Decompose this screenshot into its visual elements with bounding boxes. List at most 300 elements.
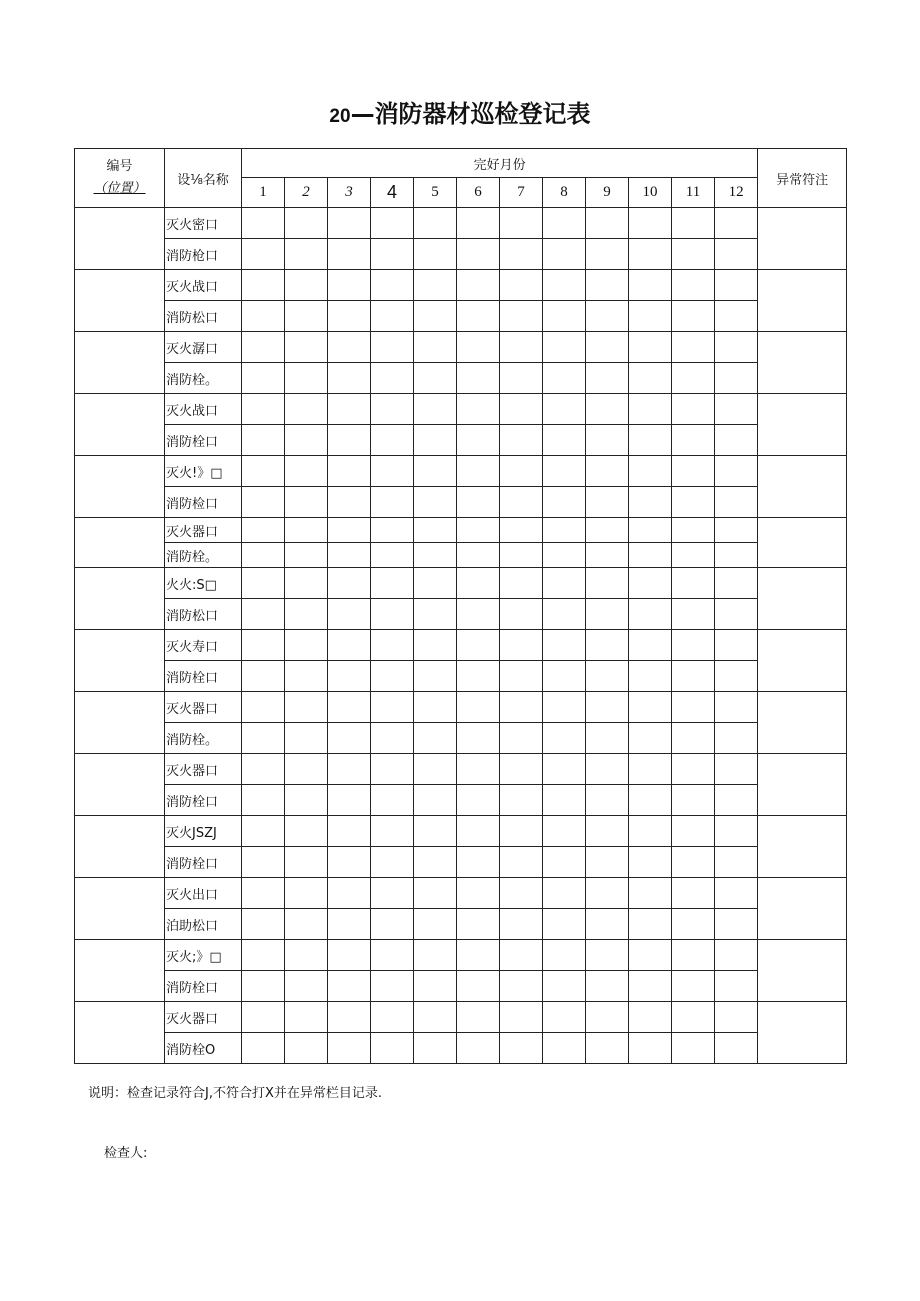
- id-position-cell[interactable]: [75, 816, 165, 878]
- month-check-cell-5[interactable]: [414, 754, 457, 785]
- month-check-cell-7[interactable]: [500, 301, 543, 332]
- month-check-cell-8[interactable]: [543, 971, 586, 1002]
- month-check-cell-8[interactable]: [543, 599, 586, 630]
- month-check-cell-11[interactable]: [672, 543, 715, 568]
- anomaly-note-cell[interactable]: [758, 940, 847, 1002]
- month-check-cell-11[interactable]: [672, 568, 715, 599]
- month-check-cell-7[interactable]: [500, 909, 543, 940]
- month-check-cell-5[interactable]: [414, 1002, 457, 1033]
- month-check-cell-4[interactable]: [371, 1033, 414, 1064]
- month-check-cell-4[interactable]: [371, 878, 414, 909]
- month-check-cell-2[interactable]: [285, 661, 328, 692]
- month-check-cell-12[interactable]: [715, 909, 758, 940]
- month-check-cell-1[interactable]: [242, 847, 285, 878]
- month-check-cell-8[interactable]: [543, 208, 586, 239]
- month-check-cell-8[interactable]: [543, 847, 586, 878]
- month-check-cell-2[interactable]: [285, 692, 328, 723]
- month-check-cell-6[interactable]: [457, 661, 500, 692]
- month-check-cell-8[interactable]: [543, 487, 586, 518]
- month-check-cell-8[interactable]: [543, 456, 586, 487]
- month-check-cell-9[interactable]: [586, 301, 629, 332]
- month-check-cell-1[interactable]: [242, 754, 285, 785]
- month-check-cell-3[interactable]: [328, 816, 371, 847]
- id-position-cell[interactable]: [75, 332, 165, 394]
- month-check-cell-9[interactable]: [586, 487, 629, 518]
- month-check-cell-3[interactable]: [328, 1002, 371, 1033]
- month-check-cell-3[interactable]: [328, 568, 371, 599]
- month-check-cell-7[interactable]: [500, 630, 543, 661]
- month-check-cell-3[interactable]: [328, 692, 371, 723]
- month-check-cell-2[interactable]: [285, 940, 328, 971]
- month-check-cell-10[interactable]: [629, 487, 672, 518]
- id-position-cell[interactable]: [75, 270, 165, 332]
- month-check-cell-1[interactable]: [242, 692, 285, 723]
- month-check-cell-1[interactable]: [242, 363, 285, 394]
- month-check-cell-12[interactable]: [715, 332, 758, 363]
- month-check-cell-7[interactable]: [500, 940, 543, 971]
- month-check-cell-3[interactable]: [328, 630, 371, 661]
- month-check-cell-9[interactable]: [586, 518, 629, 543]
- month-check-cell-3[interactable]: [328, 239, 371, 270]
- month-check-cell-12[interactable]: [715, 208, 758, 239]
- month-check-cell-8[interactable]: [543, 630, 586, 661]
- anomaly-note-cell[interactable]: [758, 394, 847, 456]
- month-check-cell-8[interactable]: [543, 816, 586, 847]
- month-check-cell-6[interactable]: [457, 568, 500, 599]
- month-check-cell-2[interactable]: [285, 487, 328, 518]
- month-check-cell-4[interactable]: [371, 723, 414, 754]
- month-check-cell-10[interactable]: [629, 456, 672, 487]
- month-check-cell-10[interactable]: [629, 723, 672, 754]
- month-check-cell-6[interactable]: [457, 909, 500, 940]
- month-check-cell-10[interactable]: [629, 363, 672, 394]
- month-check-cell-11[interactable]: [672, 599, 715, 630]
- month-check-cell-8[interactable]: [543, 518, 586, 543]
- month-check-cell-9[interactable]: [586, 785, 629, 816]
- month-check-cell-12[interactable]: [715, 363, 758, 394]
- month-check-cell-7[interactable]: [500, 332, 543, 363]
- anomaly-note-cell[interactable]: [758, 754, 847, 816]
- month-check-cell-5[interactable]: [414, 816, 457, 847]
- month-check-cell-4[interactable]: [371, 754, 414, 785]
- id-position-cell[interactable]: [75, 518, 165, 568]
- month-check-cell-12[interactable]: [715, 568, 758, 599]
- month-check-cell-6[interactable]: [457, 754, 500, 785]
- month-check-cell-7[interactable]: [500, 239, 543, 270]
- month-check-cell-2[interactable]: [285, 630, 328, 661]
- month-check-cell-5[interactable]: [414, 568, 457, 599]
- month-check-cell-9[interactable]: [586, 208, 629, 239]
- month-check-cell-8[interactable]: [543, 692, 586, 723]
- month-check-cell-5[interactable]: [414, 239, 457, 270]
- month-check-cell-11[interactable]: [672, 692, 715, 723]
- month-check-cell-3[interactable]: [328, 1033, 371, 1064]
- month-check-cell-4[interactable]: [371, 394, 414, 425]
- month-check-cell-6[interactable]: [457, 723, 500, 754]
- month-check-cell-3[interactable]: [328, 518, 371, 543]
- month-check-cell-9[interactable]: [586, 661, 629, 692]
- month-check-cell-10[interactable]: [629, 754, 672, 785]
- month-check-cell-7[interactable]: [500, 816, 543, 847]
- month-check-cell-1[interactable]: [242, 394, 285, 425]
- month-check-cell-1[interactable]: [242, 661, 285, 692]
- month-check-cell-11[interactable]: [672, 487, 715, 518]
- month-check-cell-12[interactable]: [715, 301, 758, 332]
- month-check-cell-8[interactable]: [543, 394, 586, 425]
- month-check-cell-4[interactable]: [371, 816, 414, 847]
- id-position-cell[interactable]: [75, 456, 165, 518]
- month-check-cell-2[interactable]: [285, 754, 328, 785]
- month-check-cell-10[interactable]: [629, 270, 672, 301]
- month-check-cell-1[interactable]: [242, 239, 285, 270]
- month-check-cell-6[interactable]: [457, 332, 500, 363]
- id-position-cell[interactable]: [75, 692, 165, 754]
- anomaly-note-cell[interactable]: [758, 568, 847, 630]
- month-check-cell-8[interactable]: [543, 785, 586, 816]
- month-check-cell-4[interactable]: [371, 239, 414, 270]
- month-check-cell-3[interactable]: [328, 425, 371, 456]
- month-check-cell-11[interactable]: [672, 723, 715, 754]
- month-check-cell-2[interactable]: [285, 332, 328, 363]
- month-check-cell-9[interactable]: [586, 599, 629, 630]
- month-check-cell-6[interactable]: [457, 878, 500, 909]
- anomaly-note-cell[interactable]: [758, 208, 847, 270]
- month-check-cell-5[interactable]: [414, 785, 457, 816]
- month-check-cell-8[interactable]: [543, 425, 586, 456]
- month-check-cell-11[interactable]: [672, 332, 715, 363]
- month-check-cell-6[interactable]: [457, 630, 500, 661]
- month-check-cell-5[interactable]: [414, 332, 457, 363]
- month-check-cell-5[interactable]: [414, 543, 457, 568]
- month-check-cell-4[interactable]: [371, 847, 414, 878]
- month-check-cell-11[interactable]: [672, 878, 715, 909]
- month-check-cell-1[interactable]: [242, 878, 285, 909]
- month-check-cell-7[interactable]: [500, 568, 543, 599]
- month-check-cell-12[interactable]: [715, 1033, 758, 1064]
- month-check-cell-11[interactable]: [672, 270, 715, 301]
- month-check-cell-9[interactable]: [586, 1033, 629, 1064]
- month-check-cell-4[interactable]: [371, 599, 414, 630]
- month-check-cell-6[interactable]: [457, 1002, 500, 1033]
- month-check-cell-12[interactable]: [715, 785, 758, 816]
- month-check-cell-3[interactable]: [328, 394, 371, 425]
- month-check-cell-3[interactable]: [328, 599, 371, 630]
- month-check-cell-2[interactable]: [285, 456, 328, 487]
- month-check-cell-3[interactable]: [328, 940, 371, 971]
- month-check-cell-11[interactable]: [672, 847, 715, 878]
- month-check-cell-4[interactable]: [371, 301, 414, 332]
- month-check-cell-9[interactable]: [586, 754, 629, 785]
- month-check-cell-1[interactable]: [242, 816, 285, 847]
- month-check-cell-12[interactable]: [715, 456, 758, 487]
- month-check-cell-11[interactable]: [672, 518, 715, 543]
- month-check-cell-8[interactable]: [543, 940, 586, 971]
- month-check-cell-12[interactable]: [715, 630, 758, 661]
- month-check-cell-6[interactable]: [457, 847, 500, 878]
- month-check-cell-10[interactable]: [629, 332, 672, 363]
- month-check-cell-2[interactable]: [285, 599, 328, 630]
- month-check-cell-2[interactable]: [285, 543, 328, 568]
- month-check-cell-9[interactable]: [586, 971, 629, 1002]
- month-check-cell-4[interactable]: [371, 208, 414, 239]
- month-check-cell-10[interactable]: [629, 878, 672, 909]
- month-check-cell-2[interactable]: [285, 816, 328, 847]
- month-check-cell-5[interactable]: [414, 208, 457, 239]
- month-check-cell-6[interactable]: [457, 425, 500, 456]
- month-check-cell-8[interactable]: [543, 363, 586, 394]
- month-check-cell-5[interactable]: [414, 394, 457, 425]
- month-check-cell-1[interactable]: [242, 270, 285, 301]
- month-check-cell-11[interactable]: [672, 301, 715, 332]
- month-check-cell-9[interactable]: [586, 878, 629, 909]
- month-check-cell-12[interactable]: [715, 543, 758, 568]
- month-check-cell-9[interactable]: [586, 692, 629, 723]
- month-check-cell-1[interactable]: [242, 940, 285, 971]
- month-check-cell-5[interactable]: [414, 940, 457, 971]
- month-check-cell-9[interactable]: [586, 425, 629, 456]
- month-check-cell-9[interactable]: [586, 363, 629, 394]
- month-check-cell-9[interactable]: [586, 723, 629, 754]
- month-check-cell-4[interactable]: [371, 940, 414, 971]
- month-check-cell-11[interactable]: [672, 425, 715, 456]
- month-check-cell-10[interactable]: [629, 909, 672, 940]
- anomaly-note-cell[interactable]: [758, 456, 847, 518]
- month-check-cell-10[interactable]: [629, 661, 672, 692]
- month-check-cell-4[interactable]: [371, 909, 414, 940]
- month-check-cell-2[interactable]: [285, 518, 328, 543]
- month-check-cell-12[interactable]: [715, 394, 758, 425]
- month-check-cell-7[interactable]: [500, 878, 543, 909]
- month-check-cell-10[interactable]: [629, 208, 672, 239]
- month-check-cell-9[interactable]: [586, 1002, 629, 1033]
- month-check-cell-6[interactable]: [457, 940, 500, 971]
- month-check-cell-12[interactable]: [715, 971, 758, 1002]
- month-check-cell-8[interactable]: [543, 723, 586, 754]
- month-check-cell-1[interactable]: [242, 332, 285, 363]
- month-check-cell-2[interactable]: [285, 394, 328, 425]
- month-check-cell-12[interactable]: [715, 518, 758, 543]
- month-check-cell-6[interactable]: [457, 487, 500, 518]
- month-check-cell-9[interactable]: [586, 940, 629, 971]
- month-check-cell-3[interactable]: [328, 270, 371, 301]
- month-check-cell-2[interactable]: [285, 847, 328, 878]
- month-check-cell-5[interactable]: [414, 456, 457, 487]
- month-check-cell-8[interactable]: [543, 270, 586, 301]
- month-check-cell-5[interactable]: [414, 692, 457, 723]
- month-check-cell-4[interactable]: [371, 487, 414, 518]
- month-check-cell-4[interactable]: [371, 332, 414, 363]
- month-check-cell-1[interactable]: [242, 301, 285, 332]
- month-check-cell-2[interactable]: [285, 270, 328, 301]
- month-check-cell-10[interactable]: [629, 425, 672, 456]
- month-check-cell-3[interactable]: [328, 909, 371, 940]
- id-position-cell[interactable]: [75, 568, 165, 630]
- month-check-cell-2[interactable]: [285, 723, 328, 754]
- month-check-cell-9[interactable]: [586, 630, 629, 661]
- month-check-cell-3[interactable]: [328, 301, 371, 332]
- month-check-cell-5[interactable]: [414, 971, 457, 1002]
- id-position-cell[interactable]: [75, 754, 165, 816]
- month-check-cell-1[interactable]: [242, 456, 285, 487]
- month-check-cell-6[interactable]: [457, 971, 500, 1002]
- month-check-cell-3[interactable]: [328, 971, 371, 1002]
- month-check-cell-5[interactable]: [414, 1033, 457, 1064]
- month-check-cell-2[interactable]: [285, 208, 328, 239]
- month-check-cell-4[interactable]: [371, 971, 414, 1002]
- month-check-cell-7[interactable]: [500, 599, 543, 630]
- month-check-cell-12[interactable]: [715, 692, 758, 723]
- month-check-cell-2[interactable]: [285, 363, 328, 394]
- anomaly-note-cell[interactable]: [758, 630, 847, 692]
- month-check-cell-5[interactable]: [414, 847, 457, 878]
- month-check-cell-7[interactable]: [500, 394, 543, 425]
- month-check-cell-1[interactable]: [242, 487, 285, 518]
- month-check-cell-9[interactable]: [586, 456, 629, 487]
- month-check-cell-11[interactable]: [672, 971, 715, 1002]
- month-check-cell-5[interactable]: [414, 878, 457, 909]
- month-check-cell-6[interactable]: [457, 599, 500, 630]
- month-check-cell-11[interactable]: [672, 754, 715, 785]
- month-check-cell-6[interactable]: [457, 543, 500, 568]
- month-check-cell-9[interactable]: [586, 332, 629, 363]
- month-check-cell-9[interactable]: [586, 909, 629, 940]
- month-check-cell-1[interactable]: [242, 518, 285, 543]
- month-check-cell-8[interactable]: [543, 332, 586, 363]
- month-check-cell-6[interactable]: [457, 363, 500, 394]
- anomaly-note-cell[interactable]: [758, 518, 847, 568]
- month-check-cell-1[interactable]: [242, 568, 285, 599]
- month-check-cell-7[interactable]: [500, 692, 543, 723]
- month-check-cell-6[interactable]: [457, 518, 500, 543]
- month-check-cell-11[interactable]: [672, 661, 715, 692]
- month-check-cell-7[interactable]: [500, 754, 543, 785]
- month-check-cell-8[interactable]: [543, 754, 586, 785]
- month-check-cell-8[interactable]: [543, 1033, 586, 1064]
- month-check-cell-9[interactable]: [586, 816, 629, 847]
- month-check-cell-4[interactable]: [371, 1002, 414, 1033]
- month-check-cell-12[interactable]: [715, 239, 758, 270]
- month-check-cell-7[interactable]: [500, 208, 543, 239]
- month-check-cell-3[interactable]: [328, 785, 371, 816]
- month-check-cell-1[interactable]: [242, 599, 285, 630]
- month-check-cell-3[interactable]: [328, 487, 371, 518]
- month-check-cell-11[interactable]: [672, 940, 715, 971]
- month-check-cell-8[interactable]: [543, 878, 586, 909]
- month-check-cell-10[interactable]: [629, 518, 672, 543]
- month-check-cell-1[interactable]: [242, 785, 285, 816]
- month-check-cell-7[interactable]: [500, 425, 543, 456]
- month-check-cell-10[interactable]: [629, 599, 672, 630]
- month-check-cell-1[interactable]: [242, 1002, 285, 1033]
- month-check-cell-7[interactable]: [500, 847, 543, 878]
- month-check-cell-11[interactable]: [672, 208, 715, 239]
- anomaly-note-cell[interactable]: [758, 878, 847, 940]
- month-check-cell-2[interactable]: [285, 425, 328, 456]
- month-check-cell-6[interactable]: [457, 1033, 500, 1064]
- month-check-cell-4[interactable]: [371, 543, 414, 568]
- month-check-cell-5[interactable]: [414, 599, 457, 630]
- month-check-cell-2[interactable]: [285, 239, 328, 270]
- month-check-cell-7[interactable]: [500, 543, 543, 568]
- month-check-cell-2[interactable]: [285, 971, 328, 1002]
- month-check-cell-11[interactable]: [672, 1002, 715, 1033]
- month-check-cell-5[interactable]: [414, 909, 457, 940]
- month-check-cell-11[interactable]: [672, 909, 715, 940]
- month-check-cell-1[interactable]: [242, 909, 285, 940]
- month-check-cell-10[interactable]: [629, 1002, 672, 1033]
- month-check-cell-11[interactable]: [672, 239, 715, 270]
- month-check-cell-11[interactable]: [672, 630, 715, 661]
- month-check-cell-9[interactable]: [586, 394, 629, 425]
- month-check-cell-12[interactable]: [715, 754, 758, 785]
- month-check-cell-2[interactable]: [285, 909, 328, 940]
- month-check-cell-5[interactable]: [414, 487, 457, 518]
- month-check-cell-12[interactable]: [715, 487, 758, 518]
- month-check-cell-3[interactable]: [328, 661, 371, 692]
- month-check-cell-6[interactable]: [457, 301, 500, 332]
- month-check-cell-6[interactable]: [457, 456, 500, 487]
- month-check-cell-1[interactable]: [242, 425, 285, 456]
- month-check-cell-3[interactable]: [328, 456, 371, 487]
- month-check-cell-12[interactable]: [715, 723, 758, 754]
- month-check-cell-3[interactable]: [328, 878, 371, 909]
- month-check-cell-9[interactable]: [586, 239, 629, 270]
- month-check-cell-1[interactable]: [242, 543, 285, 568]
- month-check-cell-7[interactable]: [500, 661, 543, 692]
- month-check-cell-4[interactable]: [371, 661, 414, 692]
- month-check-cell-11[interactable]: [672, 394, 715, 425]
- month-check-cell-6[interactable]: [457, 239, 500, 270]
- month-check-cell-11[interactable]: [672, 785, 715, 816]
- month-check-cell-1[interactable]: [242, 1033, 285, 1064]
- month-check-cell-4[interactable]: [371, 568, 414, 599]
- month-check-cell-2[interactable]: [285, 878, 328, 909]
- month-check-cell-8[interactable]: [543, 543, 586, 568]
- month-check-cell-2[interactable]: [285, 1033, 328, 1064]
- month-check-cell-5[interactable]: [414, 661, 457, 692]
- month-check-cell-10[interactable]: [629, 816, 672, 847]
- month-check-cell-4[interactable]: [371, 518, 414, 543]
- anomaly-note-cell[interactable]: [758, 1002, 847, 1064]
- month-check-cell-2[interactable]: [285, 785, 328, 816]
- month-check-cell-5[interactable]: [414, 270, 457, 301]
- anomaly-note-cell[interactable]: [758, 692, 847, 754]
- id-position-cell[interactable]: [75, 630, 165, 692]
- month-check-cell-2[interactable]: [285, 568, 328, 599]
- month-check-cell-3[interactable]: [328, 723, 371, 754]
- month-check-cell-10[interactable]: [629, 847, 672, 878]
- anomaly-note-cell[interactable]: [758, 816, 847, 878]
- anomaly-note-cell[interactable]: [758, 270, 847, 332]
- month-check-cell-6[interactable]: [457, 816, 500, 847]
- month-check-cell-12[interactable]: [715, 1002, 758, 1033]
- month-check-cell-1[interactable]: [242, 208, 285, 239]
- month-check-cell-12[interactable]: [715, 847, 758, 878]
- month-check-cell-5[interactable]: [414, 630, 457, 661]
- month-check-cell-10[interactable]: [629, 940, 672, 971]
- month-check-cell-7[interactable]: [500, 270, 543, 301]
- id-position-cell[interactable]: [75, 940, 165, 1002]
- month-check-cell-8[interactable]: [543, 239, 586, 270]
- month-check-cell-10[interactable]: [629, 1033, 672, 1064]
- month-check-cell-3[interactable]: [328, 543, 371, 568]
- month-check-cell-11[interactable]: [672, 363, 715, 394]
- month-check-cell-7[interactable]: [500, 723, 543, 754]
- month-check-cell-10[interactable]: [629, 971, 672, 1002]
- month-check-cell-8[interactable]: [543, 301, 586, 332]
- month-check-cell-12[interactable]: [715, 816, 758, 847]
- month-check-cell-7[interactable]: [500, 785, 543, 816]
